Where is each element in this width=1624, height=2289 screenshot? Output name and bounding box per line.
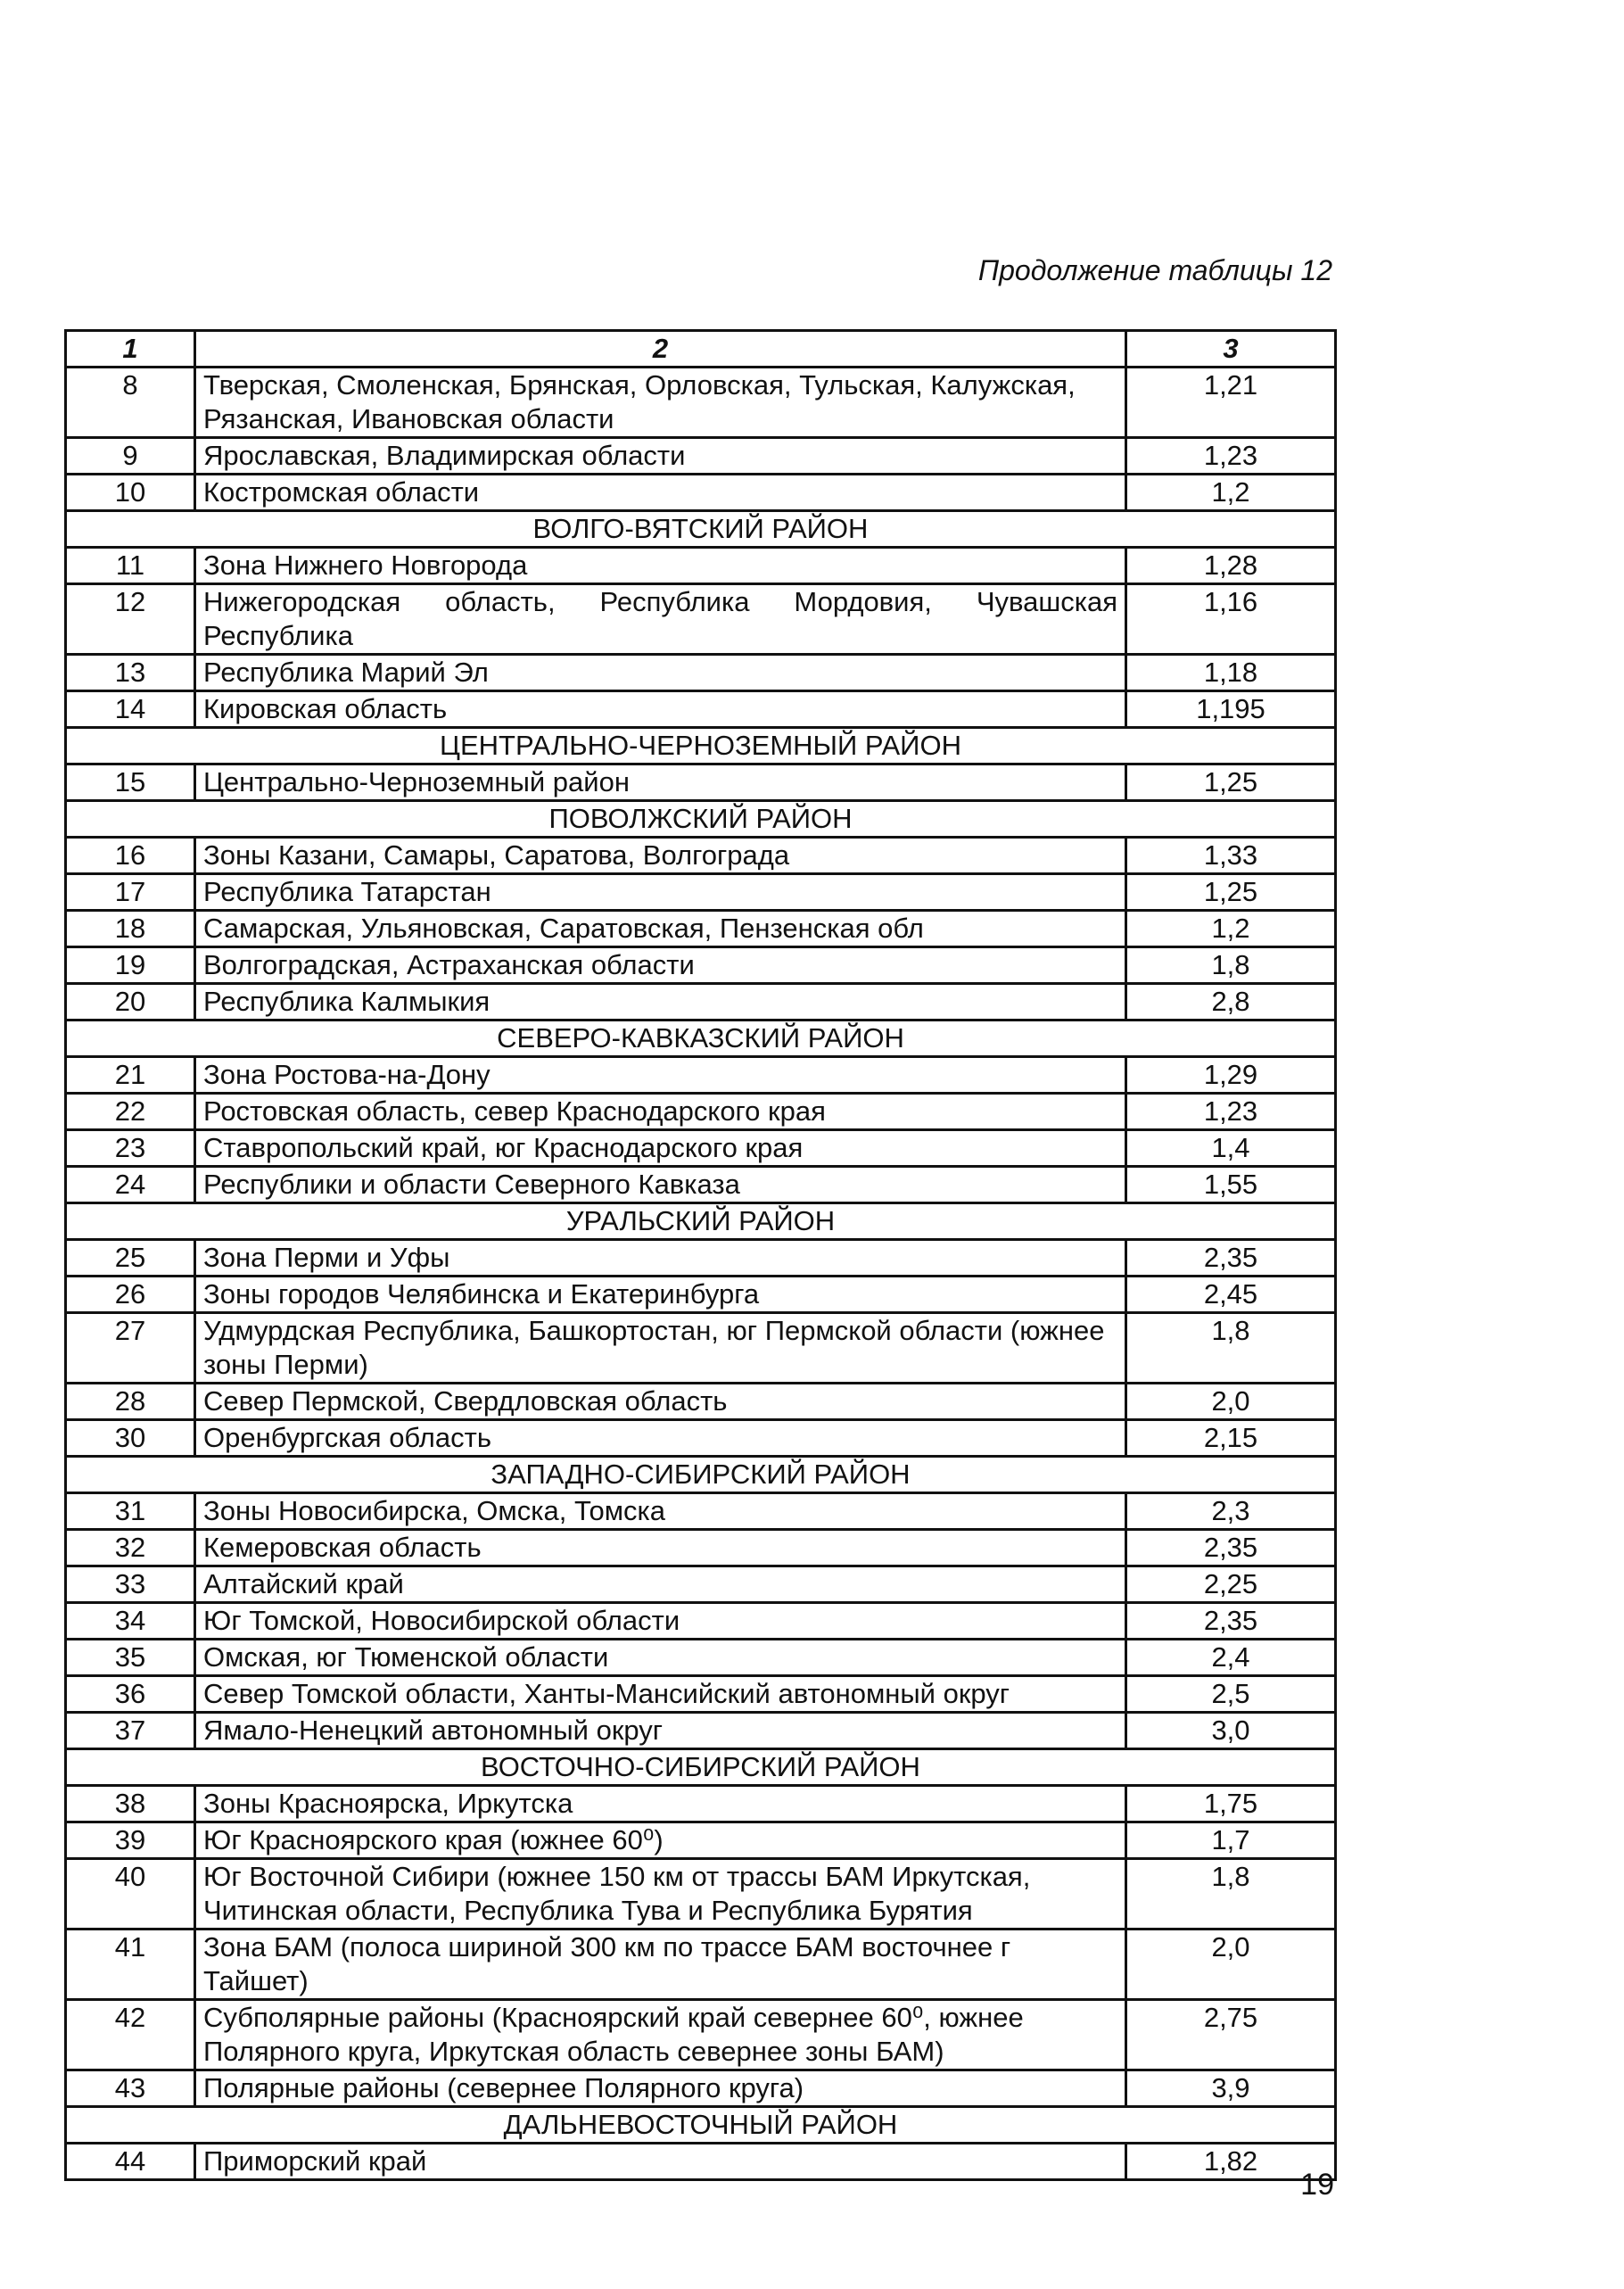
table-row [66,2070,1336,2107]
table-row [66,1859,1336,1930]
table-row [66,1603,1336,1640]
table-row [66,1057,1336,1094]
coefficient-cell: 2,35 [1126,1603,1336,1640]
region-name-cell: Зоны Новосибирска, Омска, Томска [195,1493,1126,1530]
table-row [66,1676,1336,1713]
table-row [66,764,1336,801]
table-row [66,1130,1336,1167]
coefficient-cell: 1,8 [1126,1313,1336,1384]
table-row [66,691,1336,728]
region-name-cell: Юг Восточной Сибири (южнее 150 км от трассы БАМ Иркутская, Читинская области, Республика Тува и Республика Бурятия [195,1859,1126,1930]
region-section-row [66,1021,1336,1057]
table-row [66,1420,1336,1457]
table-row [66,947,1336,984]
region-name-cell: Алтайский край [195,1566,1126,1603]
region-heading: ВОЛГО-ВЯТСКИЙ РАЙОН [66,511,1336,548]
row-number-cell: 33 [66,1566,195,1603]
table-row [66,1566,1336,1603]
coefficient-cell: 2,0 [1126,1384,1336,1420]
row-number-cell: 44 [66,2144,195,2180]
coefficient-cell: 1,4 [1126,1130,1336,1167]
region-name-cell: Зона Ростова-на-Дону [195,1057,1126,1094]
row-number-cell: 17 [66,874,195,911]
coefficient-cell: 1,82 [1126,2144,1336,2180]
coefficient-cell: 1,23 [1126,1094,1336,1130]
table-row [66,1277,1336,1313]
region-name-cell: Костромская области [195,475,1126,511]
coefficient-cell: 3,9 [1126,2070,1336,2107]
coefficient-cell: 2,35 [1126,1240,1336,1277]
region-name-cell: Ставропольский край, юг Краснодарского края [195,1130,1126,1167]
row-number-cell: 9 [66,438,195,475]
region-name-cell: Ярославская, Владимирская области [195,438,1126,475]
table-row [66,2000,1336,2070]
row-number-cell: 35 [66,1640,195,1676]
row-number-cell: 13 [66,655,195,691]
row-number-cell: 18 [66,911,195,947]
table-row [66,1822,1336,1859]
coefficient-cell: 1,16 [1126,584,1336,655]
column-header-3: 3 [1126,331,1336,368]
coefficient-cell: 1,55 [1126,1167,1336,1203]
table-row [66,2144,1336,2180]
coefficient-cell: 1,2 [1126,911,1336,947]
coefficient-cell: 1,29 [1126,1057,1336,1094]
coefficient-cell: 3,0 [1126,1713,1336,1749]
coefficient-cell: 1,21 [1126,368,1336,438]
region-name-cell: Республика Марий Эл [195,655,1126,691]
coefficient-cell: 1,25 [1126,874,1336,911]
row-number-cell: 37 [66,1713,195,1749]
table-row [66,1313,1336,1384]
row-number-cell: 43 [66,2070,195,2107]
row-number-cell: 26 [66,1277,195,1313]
coefficient-cell: 1,75 [1126,1786,1336,1822]
row-number-cell: 34 [66,1603,195,1640]
region-name-cell: Ямало-Ненецкий автономный округ [195,1713,1126,1749]
coefficient-cell: 1,8 [1126,947,1336,984]
table-row [66,838,1336,874]
region-name-cell: Республика Калмыкия [195,984,1126,1021]
region-section-row [66,728,1336,764]
row-number-cell: 21 [66,1057,195,1094]
coefficient-cell: 1,23 [1126,438,1336,475]
table-row [66,368,1336,438]
row-number-cell: 16 [66,838,195,874]
row-number-cell: 40 [66,1859,195,1930]
row-number-cell: 23 [66,1130,195,1167]
row-number-cell: 31 [66,1493,195,1530]
table-row [66,1786,1336,1822]
region-name-cell: Приморский край [195,2144,1126,2180]
region-name-cell: Республика Татарстан [195,874,1126,911]
region-name-cell: Юг Томской, Новосибирской области [195,1603,1126,1640]
region-heading: ЦЕНТРАЛЬНО-ЧЕРНОЗЕМНЫЙ РАЙОН [66,728,1336,764]
table-row [66,655,1336,691]
region-heading: ВОСТОЧНО-СИБИРСКИЙ РАЙОН [66,1749,1336,1786]
region-section-row [66,801,1336,838]
region-heading: ДАЛЬНЕВОСТОЧНЫЙ РАЙОН [66,2107,1336,2144]
region-name-cell: Кемеровская область [195,1530,1126,1566]
table-row [66,1167,1336,1203]
coefficient-cell: 2,15 [1126,1420,1336,1457]
coefficient-cell: 2,75 [1126,2000,1336,2070]
coefficient-cell: 2,8 [1126,984,1336,1021]
region-name-cell: Удмурдская Республика, Башкортостан, юг Пермской области (южнее зоны Перми) [195,1313,1126,1384]
coefficient-cell: 1,18 [1126,655,1336,691]
column-header-1: 1 [66,331,195,368]
region-name-cell: Юг Красноярского края (южнее 60⁰) [195,1822,1126,1859]
region-name-cell: Ростовская область, север Краснодарского края [195,1094,1126,1130]
coefficient-cell: 1,8 [1126,1859,1336,1930]
coefficient-cell: 1,25 [1126,764,1336,801]
row-number-cell: 42 [66,2000,195,2070]
row-number-cell: 27 [66,1313,195,1384]
table-row [66,548,1336,584]
table-row [66,911,1336,947]
row-number-cell: 28 [66,1384,195,1420]
row-number-cell: 36 [66,1676,195,1713]
row-number-cell: 12 [66,584,195,655]
page-number: 19 [1300,2168,1334,2202]
row-number-cell: 25 [66,1240,195,1277]
region-name-cell: Центрально-Черноземный район [195,764,1126,801]
row-number-cell: 20 [66,984,195,1021]
column-header-2: 2 [195,331,1126,368]
row-number-cell: 32 [66,1530,195,1566]
region-heading: ЗАПАДНО-СИБИРСКИЙ РАЙОН [66,1457,1336,1493]
coefficient-cell: 1,28 [1126,548,1336,584]
region-name-cell: Зоны Красноярска, Иркутска [195,1786,1126,1822]
region-name-cell: Зона БАМ (полоса шириной 300 км по трассе БАМ восточнее г Тайшет) [195,1930,1126,2000]
table-header-row [66,331,1336,368]
table-row [66,438,1336,475]
region-name-cell: Тверская, Смоленская, Брянская, Орловская, Тульская, Калужская, Рязанская, Ивановская области [195,368,1126,438]
table-row [66,584,1336,655]
table-row [66,1240,1336,1277]
table-row [66,475,1336,511]
coefficient-cell: 1,33 [1126,838,1336,874]
region-name-cell: Самарская, Ульяновская, Саратовская, Пензенская обл [195,911,1126,947]
row-number-cell: 22 [66,1094,195,1130]
region-name-cell: Полярные районы (севернее Полярного круга) [195,2070,1126,2107]
row-number-cell: 8 [66,368,195,438]
table-row [66,1930,1336,2000]
region-section-row [66,1749,1336,1786]
coefficient-cell: 2,25 [1126,1566,1336,1603]
coefficients-table [64,329,1337,2181]
region-name-cell: Север Томской области, Ханты-Мансийский автономный округ [195,1676,1126,1713]
coefficient-cell: 2,45 [1126,1277,1336,1313]
coefficient-cell: 1,195 [1126,691,1336,728]
row-number-cell: 39 [66,1822,195,1859]
row-number-cell: 10 [66,475,195,511]
row-number-cell: 30 [66,1420,195,1457]
region-section-row [66,511,1336,548]
row-number-cell: 41 [66,1930,195,2000]
table-row [66,874,1336,911]
coefficient-cell: 2,0 [1126,1930,1336,2000]
table-row [66,1094,1336,1130]
coefficient-cell: 2,3 [1126,1493,1336,1530]
coefficient-cell: 1,2 [1126,475,1336,511]
row-number-cell: 24 [66,1167,195,1203]
table-row [66,1493,1336,1530]
row-number-cell: 19 [66,947,195,984]
table-continuation-caption: Продолжение таблицы 12 [977,254,1332,286]
region-heading: ПОВОЛЖСКИЙ РАЙОН [66,801,1336,838]
region-section-row [66,1457,1336,1493]
table-row [66,1713,1336,1749]
region-name-cell: Зона Перми и Уфы [195,1240,1126,1277]
table-row [66,1530,1336,1566]
region-heading: СЕВЕРО-КАВКАЗСКИЙ РАЙОН [66,1021,1336,1057]
region-name-cell: Волгоградская, Астраханская области [195,947,1126,984]
table-body [66,368,1336,2180]
row-number-cell: 38 [66,1786,195,1822]
region-name-cell: Север Пермской, Свердловская область [195,1384,1126,1420]
region-name-cell: Оренбургская область [195,1420,1126,1457]
region-name-cell: Нижегородская область, Республика Мордовия, Чувашская Республика [195,584,1126,655]
region-section-row [66,2107,1336,2144]
region-name-cell: Субполярные районы (Красноярский край севернее 60⁰, южнее Полярного круга, Иркутская область севернее зоны БАМ) [195,2000,1126,2070]
coefficient-cell: 2,4 [1126,1640,1336,1676]
table-row [66,1384,1336,1420]
row-number-cell: 11 [66,548,195,584]
table-row [66,984,1336,1021]
region-name-cell: Зоны Казани, Самары, Саратова, Волгограда [195,838,1126,874]
region-name-cell: Кировская область [195,691,1126,728]
coefficient-cell: 1,7 [1126,1822,1336,1859]
region-section-row [66,1203,1336,1240]
coefficient-cell: 2,5 [1126,1676,1336,1713]
region-name-cell: Зоны городов Челябинска и Екатеринбурга [195,1277,1126,1313]
coefficient-cell: 2,35 [1126,1530,1336,1566]
region-name-cell: Республики и области Северного Кавказа [195,1167,1126,1203]
region-heading: УРАЛЬСКИЙ РАЙОН [66,1203,1336,1240]
region-name-cell: Омская, юг Тюменской области [195,1640,1126,1676]
table-row [66,1640,1336,1676]
row-number-cell: 14 [66,691,195,728]
region-name-cell: Зона Нижнего Новгорода [195,548,1126,584]
row-number-cell: 15 [66,764,195,801]
